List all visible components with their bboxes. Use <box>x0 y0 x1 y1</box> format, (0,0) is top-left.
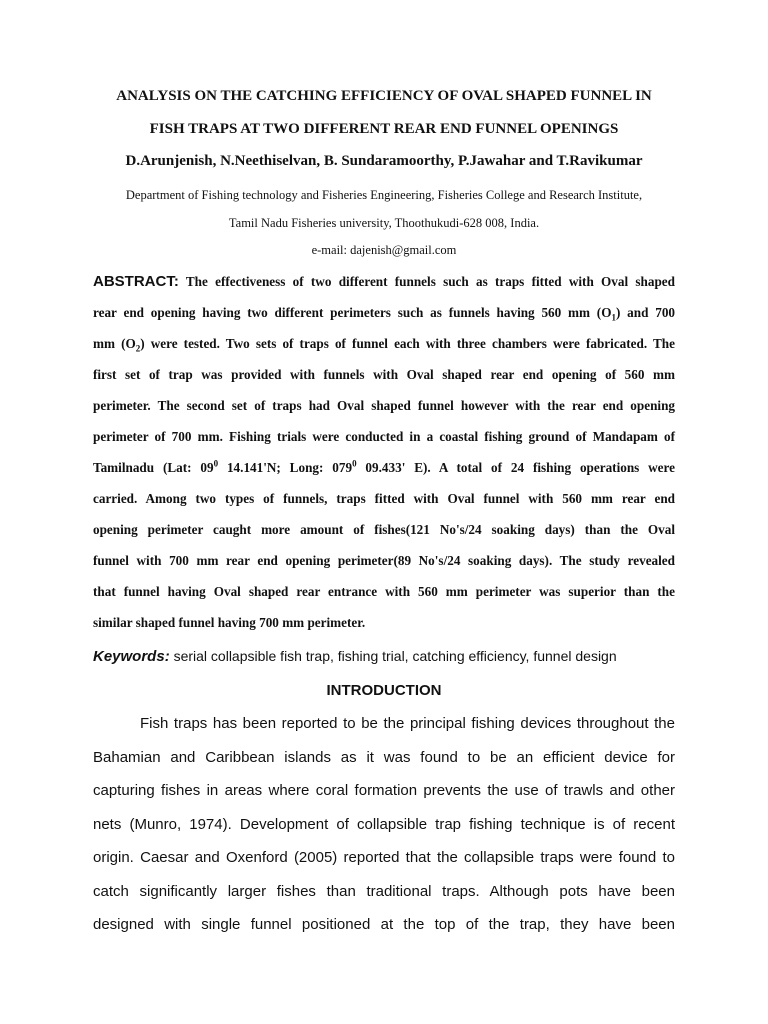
abstract-text: 14.141'N; Long: 079 <box>218 460 353 475</box>
intro-line: catch significantly larger fishes than traditional traps. Although pots have been <box>93 882 675 900</box>
abstract-line: carried. Among two types of funnels, traps fitted with Oval funnel with 560 mm rear end <box>93 491 675 506</box>
intro-line: origin. Caesar and Oxenford (2005) reported that the collapsible traps were found to <box>93 849 675 866</box>
keywords-label: Keywords: <box>93 648 170 665</box>
paper-title-line-1: ANALYSIS ON THE CATCHING EFFICIENCY OF OVAL SHAPED FUNNEL IN <box>116 88 652 104</box>
abstract-label: ABSTRACT: <box>93 273 179 290</box>
subscript: 1 <box>611 312 616 323</box>
abstract-text: ) and 700 <box>615 305 676 320</box>
abstract-line <box>93 452 675 483</box>
abstract-line: opening perimeter caught more amount of fishes(121 No's/24 soaking days) than the Oval <box>93 522 675 537</box>
affiliation-line-1: Department of Fishing technology and Fisheries Engineering, Fisheries College and Research Institute, <box>125 188 643 202</box>
abstract-text: mm (O <box>93 336 136 351</box>
abstract-line: that funnel having Oval shaped rear entrance with 560 mm perimeter was superior than the <box>93 584 675 599</box>
abstract-text: rear end opening having two different perimeters such as funnels having 560 mm (O <box>93 305 612 320</box>
abstract-line <box>93 297 675 328</box>
subscript: 2 <box>135 343 141 354</box>
intro-line: capturing fishes in areas where coral formation prevents the use of trawls and other <box>93 782 675 799</box>
keywords-text: serial collapsible fish trap, fishing trial, catching efficiency, funnel design <box>169 648 617 664</box>
section-heading-introduction: INTRODUCTION <box>326 682 442 699</box>
abstract-text: The effectiveness of two different funnels such as traps fitted with Oval shaped <box>185 274 675 289</box>
intro-line: designed with single funnel positioned at the top of the trap, they have been <box>93 916 675 933</box>
intro-line: Fish traps has been reported to be the principal fishing devices throughout the <box>140 715 675 732</box>
author-list: D.Arunjenish, N.Neethiselvan, B. Sundaramoorthy, P.Jawahar and T.Ravikumar <box>125 153 643 169</box>
abstract-line <box>93 328 675 359</box>
keywords-line <box>93 648 617 665</box>
abstract-line <box>93 266 675 297</box>
author-email: e-mail: dajenish@gmail.com <box>311 243 457 257</box>
abstract-line: perimeter of 700 mm. Fishing trials were conducted in a coastal fishing ground of Mandapam of <box>93 429 675 444</box>
paper-title-line-2: FISH TRAPS AT TWO DIFFERENT REAR END FUNNEL OPENINGS <box>149 121 619 137</box>
abstract-line: perimeter. The second set of traps had Oval shaped funnel however with the rear end opening <box>93 398 675 413</box>
introduction-paragraph <box>93 707 675 942</box>
intro-line: nets (Munro, 1974). Development of collapsible trap fishing technique is of recent <box>93 815 675 833</box>
abstract-line: funnel with 700 mm rear end opening perimeter(89 No's/24 soaking days). The study revealed <box>93 553 675 568</box>
abstract-text: ) were tested. Two sets of traps of funnel each with three chambers were fabricated. The <box>140 336 675 351</box>
abstract-line: similar shaped funnel having 700 mm perimeter. <box>93 615 366 630</box>
affiliation-line-2: Tamil Nadu Fisheries university, Thoothukudi-628 008, India. <box>228 216 540 230</box>
superscript: 0 <box>352 458 357 469</box>
intro-line: Bahamian and Caribbean islands as it was found to be an efficient device for <box>93 748 675 766</box>
superscript: 0 <box>213 458 219 469</box>
abstract-paragraph <box>93 266 675 638</box>
abstract-text: Tamilnadu (Lat: 09 <box>93 460 214 475</box>
abstract-text: 09.433' E). A total of 24 fishing operations were <box>356 460 676 475</box>
abstract-line: first set of trap was provided with funnels with Oval shaped rear end opening of 560 mm <box>93 367 675 382</box>
